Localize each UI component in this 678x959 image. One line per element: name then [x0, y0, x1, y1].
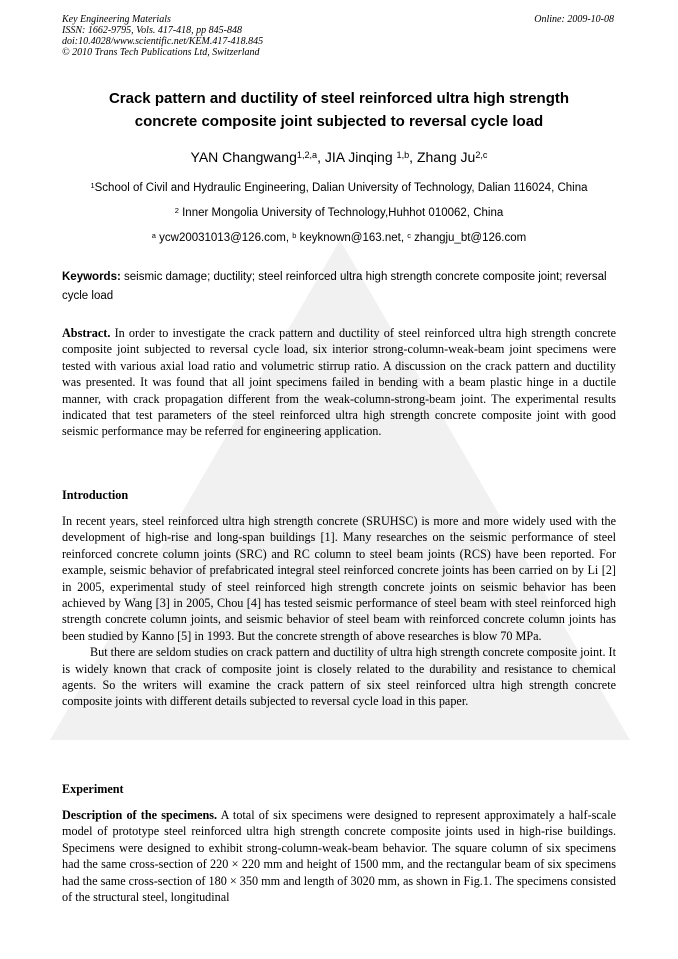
email-c-mark: c: [407, 230, 411, 240]
experiment-heading: Experiment: [62, 782, 124, 796]
abstract-section: [62, 325, 616, 440]
author-1-affiliation: 1,2,a: [296, 149, 318, 160]
author-emails: [62, 231, 616, 246]
introduction-paragraph-2: But there are seldom studies on crack pattern and ductility of ultra high strength concrete composite joint. It is widely known that crack of composite joint is closely related to the durability and resistance to chemical agents. So the writers will examine the crack pattern of six steel reinforced ultra high strength concrete composite joints with different details subjected to reversal cycle load in this paper.: [62, 645, 616, 709]
title-line-2: concrete composite joint subjected to reversal cycle load: [134, 113, 544, 130]
introduction-heading: Introduction: [62, 488, 129, 502]
author-3: Zhang Ju: [416, 149, 476, 165]
affiliation-1-text: School of Civil and Hydraulic Engineering, Dalian University of Technology, Dalian 116024, China: [94, 182, 588, 194]
journal-name: Key Engineering Materials: [62, 14, 171, 25]
author-list: [62, 148, 616, 166]
email-a[interactable]: ycw20031013@126.com,: [155, 232, 293, 244]
experiment-section: [62, 807, 616, 905]
author-2-affiliation: 1,b: [396, 149, 410, 160]
copyright-line: © 2010 Trans Tech Publications Ltd, Switzerland: [62, 47, 260, 58]
affiliation-1: [62, 181, 616, 196]
journal-header: [62, 14, 263, 58]
email-a-mark: a: [151, 230, 156, 240]
introduction-section: [62, 513, 616, 710]
title-line-1: Crack pattern and ductility of steel reinforced ultra high strength: [108, 90, 570, 107]
abstract-text: In order to investigate the crack pattern and ductility of steel reinforced ultra high strength concrete composite joint subjected to reversal cycle load, six interior strong-column-weak-beam joint specimens were tested with various axial load ratio and volumetric stirrup ratio. A discussion on the crack pattern and ductility was presented. It was found that all joint specimens failed in bending with a beam plastic hinge in a ductile manner, with crack propagation different from the weak-column-strong-beam joint. The experimental results indicated that test parameters of the steel reinforced ultra high strength concrete composite joint with good seismic performance may be referred for engineering application.: [62, 326, 616, 439]
introduction-paragraph-1: In recent years, steel reinforced ultra high strength concrete (SRUHSC) is more and more widely used with the development of high-rise and long-span buildings [1]. Many researches on the seismic performance of steel reinforced concrete column joints (SRC) and RC column to steel beam joints (RCS) have been reported. For example, seismic behavior of prefabricated integral steel reinforced concrete joints has been carried on by Li [2] in 2005, experimental study of steel reinforced high strength concrete joints on seismic behavior has been achieved by Wang [3] in 2005, Chou [4] has tested seismic performance of steel beam with steel reinforced high strength concrete column joints, and seismic behavior of steel beam with reinforced concrete column joints has been studied by Kanno [5] in 1993. But the concrete strength of above researches is blow 70 MPa.: [62, 514, 616, 643]
issn-line: ISSN: 1662-9795, Vols. 417-418, pp 845-848: [62, 25, 242, 36]
author-3-affiliation: 2,c: [475, 149, 488, 160]
email-b-mark: b: [292, 230, 297, 240]
affiliation-2: [62, 206, 616, 221]
email-b[interactable]: keyknown@163.net,: [296, 232, 408, 244]
online-date: Online: 2009-10-08: [534, 14, 614, 25]
specimens-text: A total of six specimens were designed to represent approximately a half-scale model of prototype steel reinforced ultra high strength concrete composite joints used in high-rise buildings. Specimens were designed to exhibit strong-column-weak-beam behavior. The square column of six specimens had the same cross-section of 220 × 220 mm and height of 1500 mm, and the rectangular beam of six specimens had the same cross-section of 180 × 350 mm and length of 3020 mm, as shown in Fig.1. The specimens consisted of the structural steel, longitudinal: [62, 808, 616, 905]
specimens-subheading: Description of the specimens.: [62, 808, 218, 822]
abstract-label: Abstract.: [62, 326, 111, 340]
email-c[interactable]: zhangju_bt@126.com: [410, 232, 527, 244]
keywords-text: seismic damage; ductility; steel reinforced ultra high strength concrete composite joint; reversal cycle load: [62, 271, 607, 302]
affiliation-2-text: Inner Mongolia University of Technology,Huhhot 010062, China: [178, 207, 504, 219]
author-1: YAN Changwang: [190, 149, 297, 165]
affiliation-1-mark: 1: [90, 180, 95, 190]
author-separator: ,: [317, 149, 325, 165]
keywords-label: Keywords:: [62, 271, 121, 283]
author-2: JIA Jinqing: [324, 149, 397, 165]
doi-link[interactable]: doi:10.4028/www.scientific.net/KEM.417-418.845: [62, 36, 264, 47]
author-separator: ,: [409, 149, 417, 165]
affiliation-2-mark: 2: [174, 205, 179, 215]
keywords-section: [62, 268, 616, 306]
paper-title: [62, 87, 616, 133]
